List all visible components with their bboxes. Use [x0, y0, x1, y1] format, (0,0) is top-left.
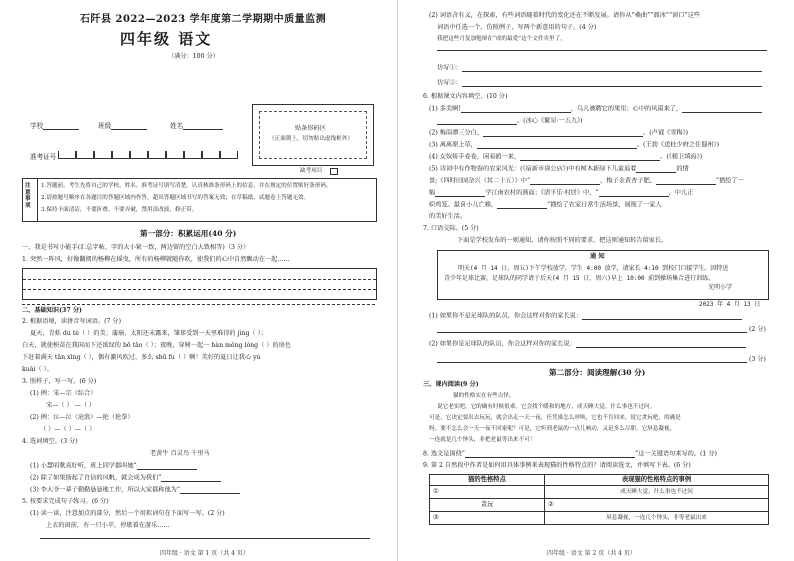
q6-item-2[interactable]: (2) 梅雨潭三分白， 。(卢钺《雪梅》) — [429, 129, 689, 137]
q3-reading-heading: 三、课内阅读(9 分) — [423, 381, 479, 388]
table-header-trait: 猫的性格特点 — [430, 475, 545, 486]
table-cell-example-2[interactable]: ② — [545, 499, 769, 512]
reading-para-1: 说它老实吧，它的确有时候很乖。它会找个暖和的地方，成天睡大觉，什么事也不过问。 — [437, 404, 656, 410]
table-row[interactable] — [430, 499, 769, 512]
q7-item-2[interactable]: (2) 如果你是足球队的队员，你会这样对你的家长说： — [429, 340, 746, 348]
part2-title: 第二部分：阅读理解(30 分) — [549, 368, 646, 377]
q1-heading: 一、我是书写小能手(汇总字帖，字的大小紧一致，两边留的空白大致相等)（3 分） — [22, 244, 250, 251]
notice-box — [22, 178, 377, 222]
page-divider — [397, 0, 398, 561]
q6-item-5-line-4[interactable]: 织鸡笼。最喜小儿亡赖， ”描绘了农家日常生活场景，展现了一家人 — [429, 201, 662, 209]
exam-page-2 — [397, 0, 794, 561]
part1-title: 第一部分：积累运用(40 分) — [140, 229, 237, 238]
q3-example-2: (2) 例：泣—泣（沧浪）—抡（抡拳） — [30, 414, 134, 421]
barcode-dashed-frame — [259, 111, 367, 159]
q6-item-5-line-2[interactable]: 景;《四时田园杂兴（其二十五）》中“ ，梅子金黄杏子肥。 ”描绘了一 — [429, 177, 744, 185]
notice-item-3: 3.保持卡面清洁，不要折叠、不要弄破，禁用涂改液、修正带。 — [41, 207, 198, 213]
exam-number-field[interactable] — [30, 151, 238, 161]
q9-text: 9. 第 2 自然段中作者是如何用具体事例来表现猫的性格特点的？请阅读选文，并填写下表。(6 分) — [423, 462, 691, 469]
q7-item-1[interactable]: (1) 如果你不是足球队的队员，你会这样对你的家长说： — [429, 312, 742, 320]
reading-para-2: 可是，它决定要出去玩玩，就会出走一天一夜，任凭谁怎么呼唤，它也不肯回来。说它贪玩吧，的确是 — [429, 415, 681, 421]
q2-text: 2. 根据语境，读拼音写词语。(7 分) — [22, 318, 122, 325]
table-cell-example-1: 成天睡大觉，什么事也不过问 — [545, 486, 769, 499]
class-label: 班级 — [98, 122, 112, 130]
table-cell-trait-3[interactable]: ③ — [430, 512, 545, 525]
table-row[interactable] — [430, 512, 769, 525]
q5-answer-line[interactable] — [40, 538, 370, 539]
q5-item-1-example: 上衣的窗前，有一只小苹，停歇着在游乐…… — [46, 522, 170, 529]
barcode-area — [252, 104, 374, 166]
exam-title: 石阡县 2022—2023 学年度第二学期期中质量监测 — [80, 14, 327, 25]
q5-item-2-line-2: 词语中任选一个，仿照例子，写两个新意用的句子。(4 分) — [437, 24, 597, 31]
notice-title: 通 知 — [590, 253, 605, 260]
notice-item-1: 1.答题前，考生先将自己的学校、姓名、准考证号填写清楚，认真核准条形码上的信息，并在规定的位置贴好条形码。 — [41, 183, 332, 189]
q2-heading: 二、基础知识(37 分) — [22, 307, 82, 314]
q4-item-3[interactable]: (3) 李大爷一辈子勤勤恳恳地工作，所以大家都称他为“ — [30, 486, 240, 494]
notice-body-2: 青少年足球比赛，足球队的同学请于后天(4 月 15 日，周六)早上 10:00 前到操场集合进行训练。 — [444, 275, 715, 282]
q8-text[interactable]: 8. 选文是围绕“ ”这一关键语句来写的。(1 分) — [423, 450, 717, 458]
q7-item-1-score: (2 分) — [749, 326, 766, 333]
notice-signature: 光明小学 — [708, 284, 733, 291]
q3-answer-2[interactable]: （ ）—（ ）—（ ） — [40, 426, 96, 433]
q5-text: 5. 按要求完成句子练习。(6 分) — [22, 498, 109, 505]
handwriting-grid[interactable] — [22, 268, 377, 300]
page-footer: 四年级 · 语文 第 2 页（共 4 页） — [547, 550, 636, 557]
q6-item-5-line-3[interactable]: 幅 学江南农村的画面；《清平乐·村居》中，“ ，中儿正 — [429, 189, 694, 197]
q3-answer-1[interactable]: 宋—（ ） —（ ） — [46, 402, 96, 409]
absent-checkbox[interactable] — [330, 168, 338, 175]
q2-line-4: kuài（ ）。 — [22, 366, 53, 373]
imitate-line-2[interactable]: 仿写②： — [437, 79, 762, 87]
class-field[interactable] — [98, 122, 147, 130]
table-row[interactable] — [430, 486, 769, 499]
q6-item-4[interactable]: (4) 女奴娇手卷卷，闲看鸥一来， 。(《精卫填海》) — [429, 153, 703, 161]
absent-label: 缺考项目 — [300, 168, 323, 174]
q6-item-5-line-5: 的美好生活。 — [429, 213, 467, 220]
q2-line-2: 白天，就使秧苗在我国而下还浓绿的 bō tāo（ ）；夜晚，穿树一起一 hàn měng lóng（ ）的房色 — [22, 342, 292, 349]
q6-item-1-end[interactable]: 。(冰心《繁星·一五九》) — [437, 117, 583, 125]
q7-intro: 下面是学校发布的一则通知，请你按照不同的要求，把这则通知转告给家长。 — [457, 237, 668, 244]
table-cell-trait-2: 贪玩 — [430, 499, 545, 512]
q3-example-1: (1) 例：宋—宗（综合） — [30, 390, 97, 397]
q6-item-1[interactable]: (1) 多美啊! ，乌儿被聘它的果里；心中的风雨来了， — [429, 105, 762, 113]
cat-traits-table — [429, 474, 769, 525]
reading-para-4: 一连就是几个钟头，非把老鼠等出来不可！ — [429, 437, 536, 443]
table-cell-example-3: 屏息凝视，一连几个钟头，非等老鼠出来 — [545, 512, 769, 525]
q6-item-3[interactable]: (3) 离离原上草， 。(王勃《送杜少府之任蜀州》) — [429, 141, 720, 149]
q6-item-5[interactable]: (5) 诗词中有作物眷的农家风光：(《宿新市徐公店》)中有树木新绿下儿童追着 的情 — [429, 165, 689, 173]
q2-line-3: 下赶着满天 tān xīng（ ），偶有激风吹过，多么 shū fu（ ）啊！美好的夏日让我心 yú — [22, 354, 261, 361]
notice-label: 注意事项 — [25, 183, 31, 210]
q4-item-1[interactable]: (1) 小慧唱歌真好听，班上同学都叫她“ — [30, 462, 197, 470]
notice-date: 2023 年 4 月 13 日 — [699, 301, 761, 308]
exam-number-label: 准考证号 — [30, 153, 57, 161]
q4-item-2[interactable]: (2) 除了如果扬起了自信的风帆，就会成为我们“ — [30, 474, 221, 482]
name-label: 姓名 — [170, 122, 184, 130]
notice-item-2: 2.请按题号顺序在各题目的答题区域内作答，超出答题区域书写的答案无效；在草稿纸、试题卷上答题无效。 — [41, 195, 310, 201]
q2-line-1: 夏天，青蛙 dú tè（ ）的美；蒲扇，太阳还未露来，雏荜受到一天里难得的 jìng（ ）； — [30, 330, 267, 337]
q7-text: 7. 口语交际。(5 分) — [423, 225, 479, 232]
q1-text: 1. 突然一阵风，好像翻阅的杨柳在摇曳，所有的杨柳就随你吹，使我们的心中自然飘动在一起…… — [22, 256, 290, 263]
notice-body-1: 明天(4 月 14 日，周五)下午学校放学，学生 4:00 放学，请家长 4:10 到校门口接学生。因特送 — [458, 265, 729, 272]
full-score: （满分：100 分） — [168, 53, 219, 60]
school-label: 学校 — [30, 122, 44, 130]
q5-item-2: (2) 词语含有义，在探索，有些词语随着时代的变化还在不断发展。请你从“桑曲”“溜冰”“窗口”这些 — [429, 12, 701, 19]
q4-word-bank: 老黄牛 百灵鸟 千里马 — [150, 450, 210, 457]
imitate-line-1[interactable]: 仿写①： — [437, 64, 762, 72]
q5-item-2-example: 我把这些月复加勉辩在“成的最爱”这个文件夹里了。 — [437, 36, 566, 42]
exam-number-boxes — [58, 151, 238, 161]
q6-text: 6. 根据课文内容填空。(10 分) — [423, 93, 508, 100]
barcode-note: （正面朝上，切勿贴出虚线框外） — [269, 136, 353, 142]
q5-item-1: (1) 读一读，注意加点的部分，然后一个用拟词句在下面写一写。(2 分) — [30, 510, 225, 517]
table-cell-trait-1[interactable]: ① — [430, 486, 545, 499]
barcode-title: 贴条形码区 — [295, 125, 326, 132]
name-field[interactable] — [170, 122, 223, 130]
q3-text: 3. 照样子，写一写。(6 分) — [22, 378, 97, 385]
reading-para-3: 呀，要不怎么会一天一夜不回家呢？可是，它听到老鼠的一点儿响动，又是多么尽职。它屏息凝视， — [429, 426, 676, 432]
school-notice-box — [437, 250, 769, 300]
q4-text: 4. 选词填空。(3 分) — [22, 438, 78, 445]
reading-excerpt-title: 猫的性格实在有些古怪。 — [453, 393, 515, 399]
q7-item-2-score: (3 分) — [749, 356, 766, 363]
school-field[interactable] — [30, 122, 79, 130]
table-header-example: 表现猫的性格特点的事例 — [545, 475, 769, 486]
page-footer: 四年级 · 语文 第 1 页（共 4 页） — [160, 550, 249, 557]
grade-subject: 四年级 语文 — [120, 30, 213, 48]
